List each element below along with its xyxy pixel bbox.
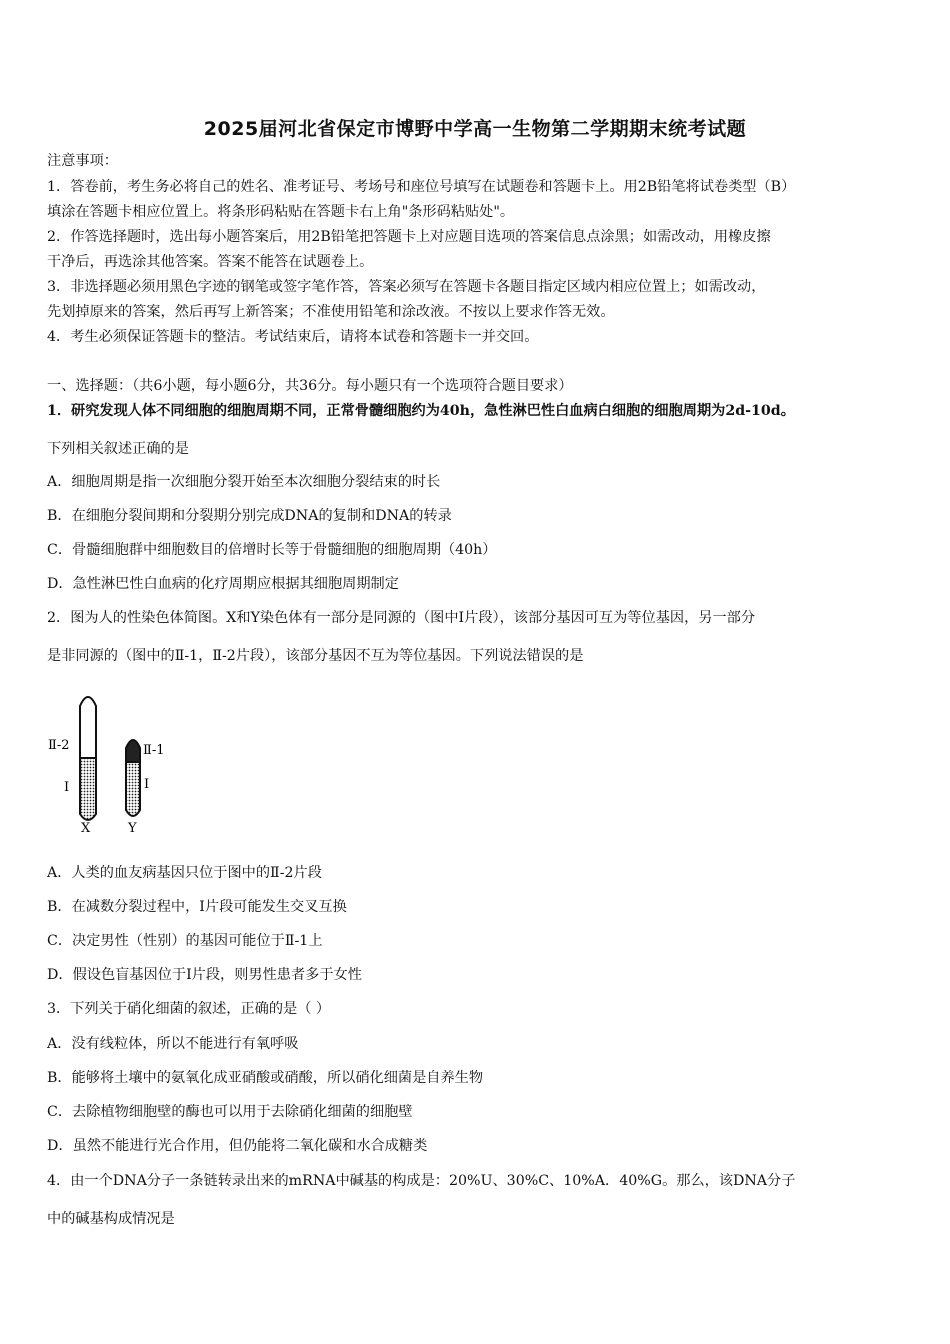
- label-y: Y: [128, 821, 137, 836]
- label-ii-2: Ⅱ-2: [48, 738, 70, 753]
- notice-line: 干净后，再选涂其他答案。答案不能答在试题卷上。: [47, 254, 374, 270]
- page-title: 2025届河北省保定市博野中学高一生物第二学期期末统考试题: [203, 118, 747, 140]
- question-1-option-c: C．骨髓细胞群中细胞数目的倍增时长等于骨髓细胞的细胞周期（40h）: [47, 542, 497, 558]
- notice-line: 1．答卷前，考生务必将自己的姓名、准考证号、考场号和座位号填写在试题卷和答题卡上。用2B铅笔将试卷类型（B）: [47, 179, 796, 195]
- question-3-stem: 3．下列关于硝化细菌的叙述，正确的是（ ）: [47, 1001, 331, 1017]
- question-3-option-d: D．虽然不能进行光合作用，但仍能将二氧化碳和水合成糖类: [47, 1138, 428, 1154]
- question-3-option-a: A．没有线粒体，所以不能进行有氧呼吸: [47, 1036, 299, 1052]
- question-1-stem: 1．研究发现人体不同细胞的细胞周期不同，正常骨髓细胞约为40h，急性淋巴性白血病白细胞的细胞周期为2d-10d。: [47, 403, 795, 419]
- notice-line: 填涂在答题卡相应位置上。将条形码粘贴在答题卡右上角"条形码粘贴处"。: [47, 204, 515, 220]
- question-4-stem: 中的碱基构成情况是: [47, 1211, 175, 1227]
- label-ii-1: Ⅱ-1: [143, 743, 165, 758]
- question-2-option-a: A．人类的血友病基因只位于图中的Ⅱ-2片段: [47, 865, 322, 881]
- notice-line: 3．非选择题必须用黑色字迹的钢笔或签字笔作答，答案必须写在答题卡各题目指定区域内相应位置上；如需改动，: [47, 279, 766, 295]
- question-2-stem: 2．图为人的性染色体简图。X和Y染色体有一部分是同源的（图中I片段），该部分基因可互为等位基因，另一部分: [47, 610, 756, 626]
- label-i-y: I: [144, 777, 150, 792]
- question-3-option-c: C．去除植物细胞壁的酶也可以用于去除硝化细菌的细胞壁: [47, 1104, 413, 1120]
- question-2-option-d: D．假设色盲基因位于I片段，则男性患者多于女性: [47, 967, 362, 983]
- notice-line: 先划掉原来的答案，然后再写上新答案；不准使用铅笔和涂改液。不按以上要求作答无效。: [47, 304, 615, 320]
- notice-line: 2．作答选择题时，选出每小题答案后，用2B铅笔把答题卡上对应题目选项的答案信息点涂黑；如需改动，用橡皮擦: [47, 229, 771, 245]
- question-2-option-b: B．在减数分裂过程中，I片段可能发生交叉互换: [47, 899, 347, 915]
- section-heading: 一、选择题：（共6小题，每小题6分，共36分。每小题只有一个选项符合题目要求）: [47, 378, 573, 394]
- question-1-stem: 下列相关叙述正确的是: [47, 441, 189, 457]
- label-x: X: [81, 821, 91, 836]
- label-i-x: I: [64, 780, 70, 795]
- y-chromosome: [126, 740, 140, 816]
- notice-line: 4．考生必须保证答题卡的整洁。考试结束后，请将本试卷和答题卡一并交回。: [47, 329, 539, 345]
- x-chromosome: [80, 697, 96, 820]
- question-3-option-b: B．能够将土壤中的氨氧化成亚硝酸或硝酸，所以硝化细菌是自养生物: [47, 1070, 484, 1086]
- question-1-option-a: A．细胞周期是指一次细胞分裂开始至本次细胞分裂结束的时长: [47, 474, 441, 490]
- question-1-option-b: B．在细胞分裂间期和分裂期分别完成DNA的复制和DNA的转录: [47, 508, 452, 524]
- question-4-stem: 4．由一个DNA分子一条链转录出来的mRNA中碱基的构成是：20%U、30%C、10%A．40%G。那么，该DNA分子: [47, 1173, 796, 1189]
- question-1-option-d: D．急性淋巴性白血病的化疗周期应根据其细胞周期制定: [47, 576, 399, 592]
- question-2-stem: 是非同源的（图中的Ⅱ-1，Ⅱ-2片段），该部分基因不互为等位基因。下列说法错误的是: [47, 648, 584, 664]
- notice-heading: 注意事项：: [47, 153, 118, 169]
- question-2-option-c: C．决定男性（性别）的基因可能位于Ⅱ-1上: [47, 933, 323, 949]
- sex-chromosome-figure: [44, 688, 184, 836]
